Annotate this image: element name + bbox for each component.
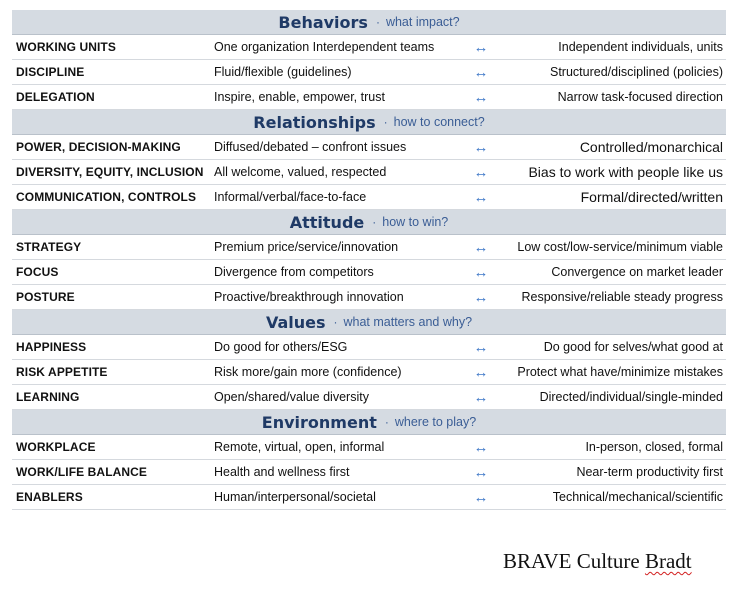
double-arrow-icon: ↔ (473, 388, 489, 406)
table-row (12, 135, 726, 160)
row-left-value: Inspire, enable, empower, trust (214, 90, 385, 104)
table-row (12, 360, 726, 385)
row-right-value: Do good for selves/what good at (543, 340, 723, 354)
double-arrow-icon: ↔ (473, 338, 489, 356)
table-row (12, 35, 726, 60)
double-arrow-icon: ↔ (473, 188, 489, 206)
row-left-value: Informal/verbal/face-to-face (214, 190, 367, 204)
section-separator: · (384, 415, 389, 429)
double-arrow-icon: ↔ (473, 438, 489, 456)
row-left-value: One organization Interdependent teams (214, 40, 435, 54)
table-row (12, 185, 726, 210)
row-label: RISK APPETITE (16, 365, 108, 379)
row-left-value: All welcome, valued, respected (214, 165, 387, 179)
section-subtitle: where to play? (394, 415, 477, 429)
row-left-value: Human/interpersonal/societal (214, 490, 376, 504)
double-arrow-icon: ↔ (473, 238, 489, 256)
double-arrow-icon: ↔ (473, 263, 489, 281)
row-right-value: Low cost/low-service/minimum viable (517, 240, 723, 254)
table-row (12, 60, 726, 85)
table-row (12, 335, 726, 360)
row-label: POSTURE (16, 290, 75, 304)
section-separator: · (375, 15, 380, 29)
double-arrow-icon: ↔ (473, 88, 489, 106)
section-title: Attitude (289, 212, 365, 232)
row-left-value: Proactive/breakthrough innovation (214, 290, 404, 304)
row-label: DISCIPLINE (16, 65, 85, 79)
section-title: Behaviors (278, 12, 368, 32)
row-right-value: Near-term productivity first (576, 465, 723, 479)
row-left-value: Remote, virtual, open, informal (214, 440, 385, 454)
double-arrow-icon: ↔ (473, 38, 489, 56)
table-row (12, 85, 726, 110)
section-title: Relationships (253, 112, 376, 132)
row-label: FOCUS (16, 265, 59, 279)
signature-name: Bradt (644, 549, 692, 573)
section-separator: · (372, 215, 377, 229)
table-row (12, 285, 726, 310)
section-subtitle: what matters and why? (343, 315, 473, 329)
row-label: COMMUNICATION, CONTROLS (16, 190, 197, 204)
table-row (12, 385, 726, 410)
section-header (12, 310, 726, 335)
row-left-value: Premium price/service/innovation (214, 240, 399, 254)
row-right-value: Responsive/reliable steady progress (521, 290, 723, 304)
double-arrow-icon: ↔ (473, 288, 489, 306)
row-label: STRATEGY (16, 240, 82, 254)
double-arrow-icon: ↔ (473, 363, 489, 381)
row-left-value: Divergence from competitors (214, 265, 374, 279)
table-row (12, 460, 726, 485)
row-right-value: Technical/mechanical/scientific (552, 490, 723, 504)
row-left-value: Diffused/debated – confront issues (214, 140, 407, 154)
row-label: ENABLERS (16, 490, 83, 504)
row-right-value: Controlled/monarchical (579, 139, 723, 155)
section-separator: · (333, 315, 338, 329)
double-arrow-icon: ↔ (473, 63, 489, 81)
section-header (12, 210, 726, 235)
row-label: WORK/LIFE BALANCE (16, 465, 148, 479)
row-label: WORKING UNITS (16, 40, 116, 54)
row-right-value: Formal/directed/written (580, 189, 723, 205)
row-left-value: Risk more/gain more (confidence) (214, 365, 402, 379)
section-title: Values (265, 312, 326, 332)
double-arrow-icon: ↔ (473, 463, 489, 481)
double-arrow-icon: ↔ (473, 163, 489, 181)
section-subtitle: how to win? (382, 215, 449, 229)
row-label: WORKPLACE (16, 440, 96, 454)
culture-table (12, 10, 726, 510)
row-right-value: Bias to work with people like us (528, 164, 723, 180)
row-right-value: Narrow task-focused direction (557, 90, 723, 104)
section-header (12, 410, 726, 435)
row-right-value: Convergence on market leader (551, 265, 723, 279)
table-row (12, 435, 726, 460)
section-title: Environment (261, 412, 377, 432)
row-label: LEARNING (16, 390, 80, 404)
section-subtitle: what impact? (385, 15, 460, 29)
section-header (12, 10, 726, 35)
double-arrow-icon: ↔ (473, 488, 489, 506)
row-left-value: Health and wellness first (214, 465, 350, 479)
signature-text: BRAVE Culture (503, 549, 640, 573)
row-left-value: Open/shared/value diversity (214, 390, 369, 404)
table-row (12, 260, 726, 285)
table-row (12, 485, 726, 510)
row-right-value: Structured/disciplined (policies) (550, 65, 723, 79)
row-left-value: Fluid/flexible (guidelines) (214, 65, 352, 79)
section-header (12, 110, 726, 135)
row-right-value: In-person, closed, formal (585, 440, 723, 454)
signature (503, 549, 692, 574)
section-subtitle: how to connect? (393, 115, 485, 129)
row-label: DIVERSITY, EQUITY, INCLUSION (16, 165, 204, 179)
double-arrow-icon: ↔ (473, 138, 489, 156)
row-right-value: Directed/individual/single-minded (539, 390, 723, 404)
row-left-value: Do good for others/ESG (214, 340, 348, 354)
row-label: HAPPINESS (16, 340, 87, 354)
row-right-value: Independent individuals, units (558, 40, 723, 54)
section-separator: · (383, 115, 388, 129)
row-label: POWER, DECISION-MAKING (16, 140, 181, 154)
table-row (12, 160, 726, 185)
row-label: DELEGATION (16, 90, 95, 104)
row-right-value: Protect what have/minimize mistakes (517, 365, 723, 379)
table-row (12, 235, 726, 260)
